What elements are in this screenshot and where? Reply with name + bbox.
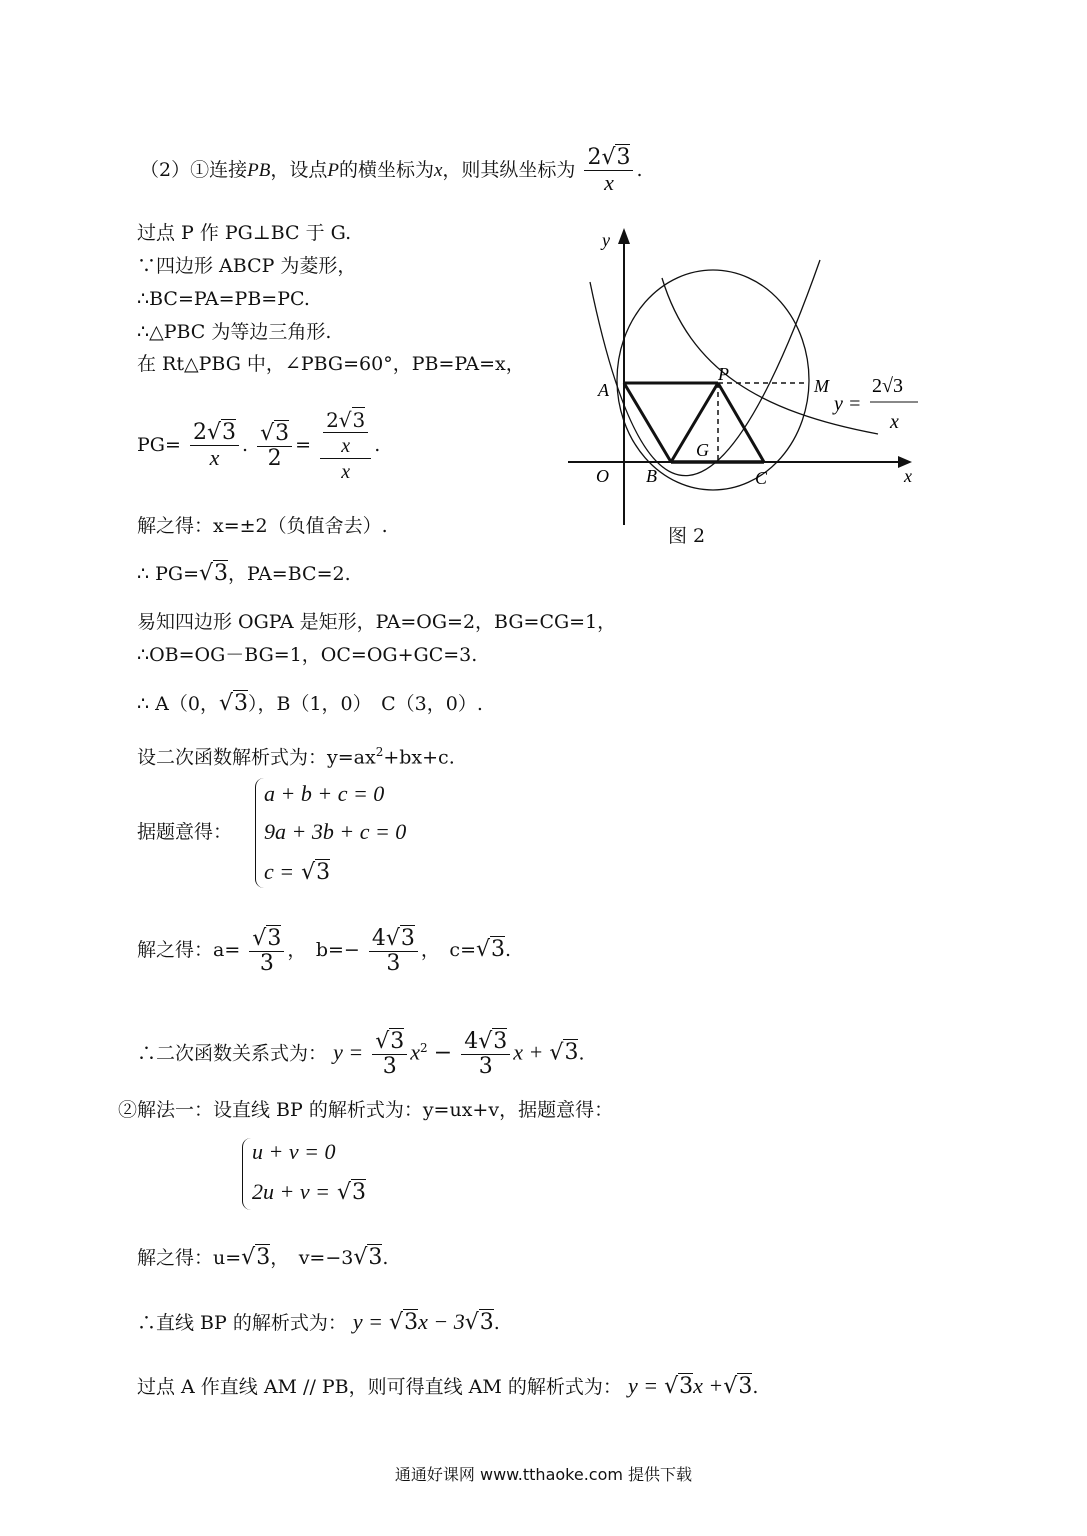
fraction-sqrt3-over-3 xyxy=(372,1030,407,1079)
text: x + xyxy=(693,1373,724,1398)
line-13 xyxy=(137,738,455,771)
text: 的横坐标为 xyxy=(338,159,434,181)
text: . xyxy=(241,434,249,456)
var-x: x xyxy=(410,1039,421,1065)
line-17: ②解法一：设直线 BP 的解析式为：y=ux+v，据题意得： xyxy=(118,1099,614,1121)
text: − xyxy=(433,1040,453,1066)
text: 设二次函数解析式为：y=ax xyxy=(137,746,376,769)
sqrt-symbol: √ xyxy=(218,691,233,716)
var-x: x xyxy=(341,461,351,483)
sqrt-3 xyxy=(549,1039,578,1065)
text: . xyxy=(505,939,512,961)
digit: 3 xyxy=(382,1053,397,1079)
text: 解之得：u= xyxy=(137,1247,242,1269)
radicand: 3 xyxy=(479,1310,494,1335)
sqrt-symbol: √ xyxy=(252,925,267,951)
system-brace xyxy=(255,778,264,888)
circumcircle xyxy=(617,270,809,490)
sqrt-symbol: √ xyxy=(260,420,275,446)
radicand: 3 xyxy=(404,1310,419,1335)
label-y: y xyxy=(602,230,610,250)
label-x: x xyxy=(904,466,912,486)
text: x + xyxy=(513,1039,544,1065)
digit: 2 xyxy=(326,408,339,432)
line-8: 解之得：x=±2（负值舍去）. xyxy=(137,515,388,537)
sqrt-3 xyxy=(301,859,330,885)
label-c: C xyxy=(755,468,768,488)
sqrt-symbol: √ xyxy=(336,1180,351,1205)
footer-watermark: 通通好课网 www.tthaoke.com 提供下载 xyxy=(394,1465,693,1484)
text: ∴ A（0， xyxy=(137,693,219,715)
exponent: 2 xyxy=(420,1041,428,1055)
system2-eq-2 xyxy=(252,1178,366,1207)
text: x − 3 xyxy=(418,1309,465,1334)
text: y = xyxy=(333,1039,364,1065)
sqrt-symbol: √ xyxy=(664,1374,679,1399)
text: ， v=−3 xyxy=(270,1247,354,1269)
radicand: 3 xyxy=(491,937,506,962)
system2-eq-1: u + v = 0 xyxy=(252,1139,336,1164)
line-10: 易知四边形 OGPA 是矩形，PA=OG=2，BG=CG=1， xyxy=(137,611,617,633)
sqrt-symbol: √ xyxy=(601,145,616,170)
sqrt-symbol: √ xyxy=(464,1310,479,1335)
line-16 xyxy=(137,1003,584,1098)
text: . xyxy=(493,1312,500,1334)
figure-caption: 图 2 xyxy=(668,525,706,547)
radicand: 3 xyxy=(564,1040,579,1066)
line-7 xyxy=(137,400,380,490)
var-x: x xyxy=(341,435,351,457)
line-6: 在 Rt△PBG 中，∠PBG=60°，PB=PA=x， xyxy=(137,353,525,375)
text: c = xyxy=(264,859,295,884)
digit: 2 xyxy=(192,420,207,445)
digit: 2 xyxy=(587,145,602,170)
text: ， c= xyxy=(420,939,476,961)
sqrt-3 xyxy=(389,1309,418,1335)
text: 2u + v = xyxy=(252,1179,330,1204)
sqrt-symbol: √ xyxy=(389,1310,404,1335)
text: y = xyxy=(352,1309,383,1334)
curve-label-y: y = xyxy=(834,393,862,415)
text: . xyxy=(752,1376,759,1398)
text: ），B（1，0） C（3，0）. xyxy=(247,693,483,715)
line-4: ∴BC=PA=PB=PC. xyxy=(137,288,310,310)
sqrt-3 xyxy=(664,1373,693,1399)
sqrt-symbol: √ xyxy=(338,408,352,432)
sqrt-symbol: √ xyxy=(385,925,400,951)
line-11: ∴OB=OG－BG=1，OC=OG+GC=3. xyxy=(137,644,478,666)
figure-2-diagram xyxy=(560,220,930,560)
radicand: 3 xyxy=(390,1028,405,1054)
sqrt-symbol: √ xyxy=(375,1028,390,1054)
line-12 xyxy=(137,690,483,718)
digit: 3 xyxy=(386,950,401,976)
label-g: G xyxy=(696,440,709,460)
sqrt-3 xyxy=(241,1244,270,1270)
line-19 xyxy=(137,1308,500,1337)
radicand: 3 xyxy=(233,691,248,716)
text: ，则其纵坐标为 xyxy=(442,159,576,181)
radicand: 3 xyxy=(214,561,229,586)
fraction-sqrt3-over-3 xyxy=(249,927,284,976)
sqrt-symbol: √ xyxy=(199,561,214,586)
fraction-4sqrt3-over-3 xyxy=(369,927,418,976)
sqrt-3 xyxy=(465,1309,494,1335)
text: 解之得：a= xyxy=(137,939,241,961)
label-p: P xyxy=(718,364,729,384)
label-o: O xyxy=(596,466,609,486)
line-15 xyxy=(137,905,511,995)
radicand: 3 xyxy=(256,1245,271,1270)
sqrt-3 xyxy=(337,1179,366,1205)
sqrt-3 xyxy=(199,560,228,586)
radicand: 3 xyxy=(316,860,331,885)
sqrt-symbol: √ xyxy=(353,1245,368,1270)
radicand: 3 xyxy=(221,420,236,445)
sqrt-3 xyxy=(219,690,248,716)
text: ， b=− xyxy=(287,939,360,961)
text: y = xyxy=(627,1373,659,1398)
line-5: ∴△PBC 为等边三角形. xyxy=(137,321,332,343)
text: ，设点 xyxy=(270,159,328,181)
radicand: 3 xyxy=(738,1374,753,1399)
text: . xyxy=(382,1247,389,1269)
system-eq-2: 9a + 3b + c = 0 xyxy=(264,819,407,844)
system-eq-1: a + b + c = 0 xyxy=(264,781,385,806)
digit: 4 xyxy=(464,1028,479,1054)
sqrt-symbol: √ xyxy=(206,420,221,445)
var-x: x xyxy=(604,170,614,195)
exponent: 2 xyxy=(375,745,384,759)
radicand: 3 xyxy=(352,1180,366,1205)
digit: 3 xyxy=(478,1053,493,1079)
line-9 xyxy=(137,560,351,588)
radicand: 3 xyxy=(267,925,282,951)
fraction-2sqrt3-over-x xyxy=(190,421,239,471)
segment-bp xyxy=(671,383,718,462)
sqrt-3 xyxy=(476,936,505,962)
radicand: 3 xyxy=(400,925,415,951)
var-x: x xyxy=(433,160,443,181)
sqrt-symbol: √ xyxy=(475,937,491,962)
var-p: P xyxy=(327,160,339,181)
line-2: 过点 P 作 PG⊥BC 于 G. xyxy=(137,222,352,244)
radicand: 3 xyxy=(368,1245,383,1270)
text: ∴ PG= xyxy=(137,563,200,585)
sqrt-symbol: √ xyxy=(478,1028,493,1054)
fraction-sqrt3-over-2 xyxy=(257,422,292,471)
compound-fraction xyxy=(320,408,371,484)
line-18 xyxy=(137,1244,388,1272)
line-1 xyxy=(140,140,643,201)
var-x: x xyxy=(209,445,220,470)
system-eq-3 xyxy=(264,858,330,887)
system-label: 据题意得： xyxy=(137,821,233,843)
sqrt-3 xyxy=(723,1373,752,1399)
label-m: M xyxy=(814,376,829,396)
digit: 3 xyxy=(259,950,274,976)
digit: 2 xyxy=(267,445,282,471)
radicand: 3 xyxy=(493,1028,508,1054)
curve-label-num: 2√3 xyxy=(872,375,903,397)
curve-label-den: x xyxy=(890,411,899,433)
line-3: ∵四边形 ABCP 为菱形， xyxy=(137,255,357,277)
text: . xyxy=(578,1042,585,1065)
text: ，PA=BC=2. xyxy=(228,563,351,585)
sqrt-symbol: √ xyxy=(241,1245,256,1270)
sqrt-3 xyxy=(353,1244,382,1270)
text: 过点 A 作直线 AM // PB，则可得直线 AM 的解析式为： xyxy=(137,1376,622,1398)
text: . xyxy=(636,159,643,181)
sqrt-symbol: √ xyxy=(723,1374,738,1399)
text: = xyxy=(295,434,312,456)
sqrt-symbol: √ xyxy=(549,1040,564,1066)
text: （2）①连接 xyxy=(140,159,248,181)
text: ∴二次函数关系式为： xyxy=(137,1042,328,1065)
radicand: 3 xyxy=(352,408,366,432)
radicand: 3 xyxy=(616,145,631,170)
radicand: 3 xyxy=(679,1374,694,1399)
line-20 xyxy=(137,1372,758,1401)
var-pb: PB xyxy=(247,160,271,181)
digit: 4 xyxy=(371,925,386,951)
system-brace xyxy=(242,1138,251,1210)
fraction-2sqrt3-over-x xyxy=(584,146,633,196)
text: +bx+c. xyxy=(383,746,455,769)
fraction-4sqrt3-over-3 xyxy=(461,1030,510,1079)
radicand: 3 xyxy=(275,420,290,446)
y-axis-arrow-icon xyxy=(618,228,630,244)
text: PG= xyxy=(137,434,181,456)
label-a: A xyxy=(598,380,609,400)
label-b: B xyxy=(646,466,657,486)
text: ∴直线 BP 的解析式为： xyxy=(137,1312,347,1334)
text: . xyxy=(374,434,381,456)
sqrt-symbol: √ xyxy=(301,860,316,885)
